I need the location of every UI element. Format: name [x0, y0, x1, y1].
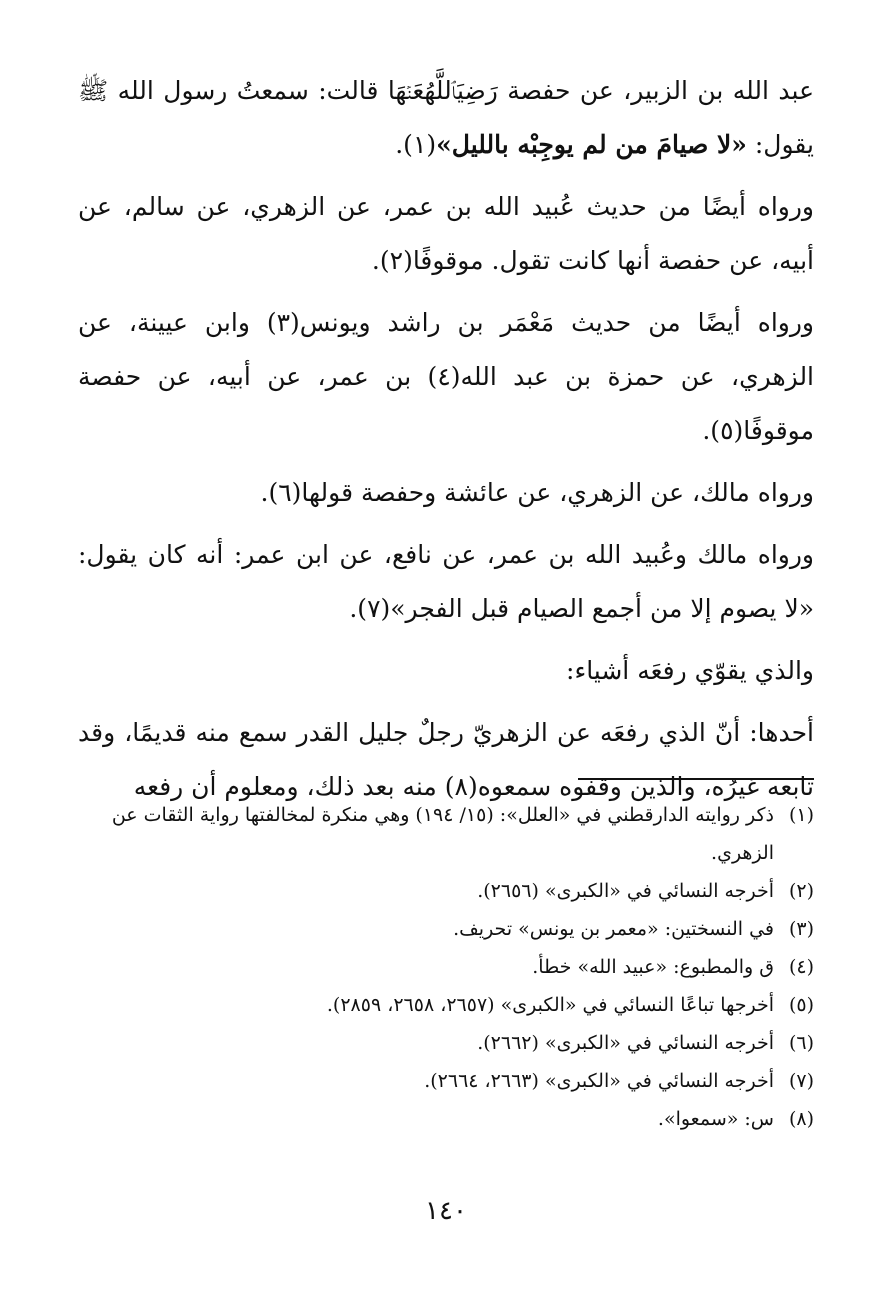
footnote-text: ذكر روايته الدارقطني في «العلل»: (١٥/ ١٩٤) وهي منكرة لمخالفتها رواية الثقات عن الزهري. — [111, 804, 774, 864]
main-text — [78, 64, 814, 822]
paragraph: ورواه مالك، عن الزهري، عن عائشة وحفصة قولها(٦). — [260, 478, 814, 507]
footnote-text: أخرجه النسائي في «الكبرى» (٢٦٦٢). — [477, 1032, 774, 1054]
footnote-number: (٥) — [788, 994, 814, 1016]
footnote — [78, 1062, 814, 1100]
footnote-number: (٢) — [788, 880, 814, 902]
paragraph — [78, 64, 814, 172]
footnote-number: (٤) — [788, 956, 814, 978]
footnote-text: ق والمطبوع: «عبيد الله» خطأ. — [532, 956, 774, 978]
paragraph: والذي يقوّي رفعَه أشياء: — [566, 656, 814, 685]
footnote-text: أخرجها تباعًا النسائي في «الكبرى» (٢٦٥٧، ٢٦٥٨، ٢٨٥٩). — [326, 994, 774, 1016]
footnote — [78, 948, 814, 986]
footnote-text: أخرجه النسائي في «الكبرى» (٢٦٥٦). — [477, 880, 774, 902]
footnote-number: (٣) — [788, 918, 814, 940]
footnote — [78, 872, 814, 910]
footnote-text: في النسختين: «معمر بن يونس» تحريف. — [453, 918, 774, 940]
footnotes — [78, 796, 814, 1138]
footnote-ref: (١). — [395, 130, 437, 159]
footnote-divider — [578, 778, 814, 780]
footnote — [78, 910, 814, 948]
footnote — [78, 986, 814, 1024]
paragraph: ورواه مالك وعُبيد الله بن عمر، عن نافع، عن ابن عمر: أنه كان يقول: «لا يصوم إلا من أجمع الصيام قبل الفجر»(٧). — [78, 540, 814, 623]
footnote-number: (٦) — [788, 1032, 814, 1054]
paragraph: أحدها: أنّ الذي رفعَه عن الزهريّ رجلٌ جليل القدر سمع منه قديمًا، وقد تابعه غيرُه، والذين وقفوه سمعوه(٨) منه بعد ذلك، ومعلوم أن رفعه — [78, 718, 814, 801]
footnote-text: أخرجه النسائي في «الكبرى» (٢٦٦٣، ٢٦٦٤). — [424, 1070, 774, 1092]
quote-text: «لا صيامَ من لم يوجِبْه بالليل» — [436, 130, 747, 159]
footnote-number: (١) — [788, 804, 814, 826]
footnote — [78, 1024, 814, 1062]
page-number: ١٤٠ — [425, 1196, 467, 1226]
footnote — [78, 1100, 814, 1138]
paragraph: ورواه أيضًا من حديث مَعْمَر بن راشد ويونس(٣) وابن عيينة، عن الزهري، عن حمزة بن عبد الله(٤) بن عمر، عن أبيه، عن حفصة موقوفًا(٥). — [78, 308, 815, 445]
footnote — [78, 796, 814, 872]
footnote-number: (٧) — [788, 1070, 814, 1092]
paragraph: ورواه أيضًا من حديث عُبيد الله بن عمر، عن الزهري، عن سالم، عن أبيه، عن حفصة أنها كانت تقول. موقوفًا(٢). — [78, 192, 814, 275]
footnote-number: (٨) — [788, 1108, 814, 1130]
footnote-text: س: «سمعوا». — [657, 1108, 774, 1130]
paragraph-text: عبد الله بن الزبير، عن حفصة رَضِيَٱللَّهُعَنۡهَا قالت: سمعتُ رسول الله ﷺ يقول: — [78, 76, 814, 159]
